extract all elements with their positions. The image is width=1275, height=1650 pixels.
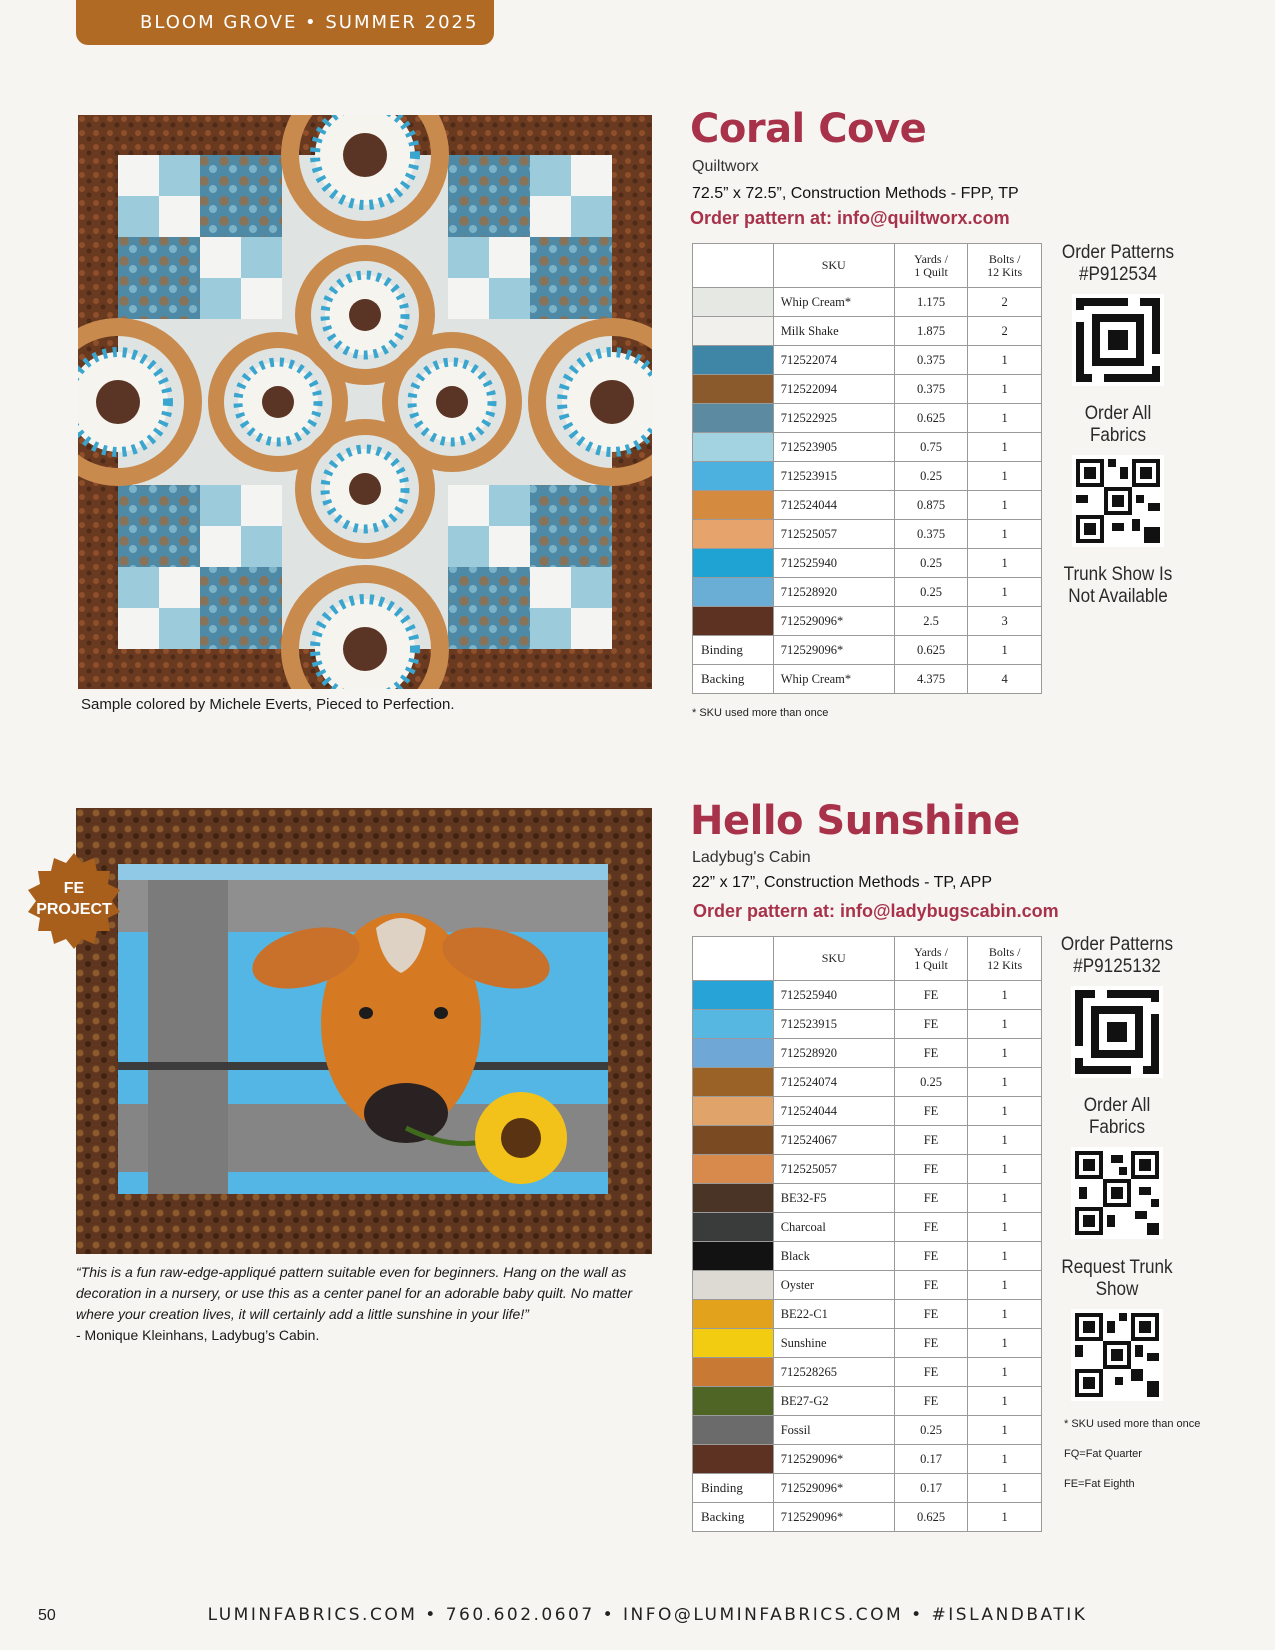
sku-cell: Whip Cream* (773, 288, 894, 317)
table-row (693, 1068, 1042, 1097)
yards-cell: FE (894, 1358, 968, 1387)
sku-cell: 712528920 (773, 578, 894, 607)
yards-cell: 0.17 (894, 1474, 968, 1503)
swatch-chip (693, 462, 773, 490)
coral-cove-title: Coral Cove (690, 106, 927, 152)
swatch-chip (693, 1271, 773, 1299)
yards-cell: 4.375 (894, 665, 968, 694)
sku-cell: 712524067 (773, 1126, 894, 1155)
bolts-cell: 1 (968, 1358, 1042, 1387)
swatch-chip (693, 1068, 773, 1096)
coral-cove-quilt-graphic (78, 115, 652, 689)
yards-cell: 0.25 (894, 549, 968, 578)
bolts-cell: 3 (968, 607, 1042, 636)
bolts-cell: 4 (968, 665, 1042, 694)
sku-cell: Black (773, 1242, 894, 1271)
bolts-cell: 1 (968, 1097, 1042, 1126)
swatch-chip (693, 1097, 773, 1125)
table-row (693, 1329, 1042, 1358)
yards-cell: 1.875 (894, 317, 968, 346)
table-row (693, 288, 1042, 317)
swatch-chip (693, 981, 773, 1009)
swatch-chip (693, 1213, 773, 1241)
sku-cell: 712525057 (773, 1155, 894, 1184)
table-row (693, 1126, 1042, 1155)
sku-cell: BE27-G2 (773, 1387, 894, 1416)
table-row (693, 981, 1042, 1010)
fabric-swatch (693, 346, 774, 375)
bolts-cell: 1 (968, 1242, 1042, 1271)
coral-cove-designer: Quiltworx (692, 158, 759, 175)
fabric-swatch (693, 1329, 774, 1358)
table-row (693, 636, 1042, 665)
header-tab-text: BLOOM GROVE • SUMMER 2025 (140, 12, 479, 33)
sku-cell: 712528265 (773, 1358, 894, 1387)
swatch-header (693, 937, 774, 981)
yards-cell: 0.625 (894, 404, 968, 433)
bolts-cell: 1 (968, 549, 1042, 578)
row-label: Backing (693, 1503, 774, 1532)
hello-sunshine-designer: Ladybug's Cabin (692, 849, 811, 866)
sun-order-all-label: Order All Fabrics (1083, 1095, 1151, 1138)
table-row (693, 1445, 1042, 1474)
sku-cell: Milk Shake (773, 317, 894, 346)
sku-cell: 712528920 (773, 1039, 894, 1068)
bolts-cell: 1 (968, 1068, 1042, 1097)
sku-cell: 712529096* (773, 607, 894, 636)
table-row (693, 1300, 1042, 1329)
sku-cell: Charcoal (773, 1213, 894, 1242)
fabric-swatch (693, 491, 774, 520)
bolts-cell: 1 (968, 375, 1042, 404)
swatch-chip (693, 1242, 773, 1270)
bolts-cell: 1 (968, 1126, 1042, 1155)
coral-cove-fabric-table (692, 243, 1042, 694)
yards-cell: FE (894, 1184, 968, 1213)
yards-header: Yards / 1 Quilt (894, 937, 968, 981)
fabric-swatch (693, 462, 774, 491)
yards-cell: 0.75 (894, 433, 968, 462)
swatch-chip (693, 1126, 773, 1154)
sku-cell: 712525940 (773, 549, 894, 578)
yards-cell: FE (894, 1213, 968, 1242)
fabric-swatch (693, 1300, 774, 1329)
sun-order-all-qr[interactable] (1071, 1147, 1163, 1239)
sun-order-patterns-qr[interactable] (1071, 986, 1163, 1078)
fe-project-badge: FE PROJECT (36, 880, 112, 918)
bolts-cell: 1 (968, 1329, 1042, 1358)
bolts-cell: 1 (968, 1474, 1042, 1503)
fabric-swatch (693, 1358, 774, 1387)
yards-cell: FE (894, 1242, 968, 1271)
yards-cell: FE (894, 1039, 968, 1068)
sku-cell: 712522094 (773, 375, 894, 404)
table-row (693, 1010, 1042, 1039)
sku-cell: Sunshine (773, 1329, 894, 1358)
swatch-header (693, 244, 774, 288)
yards-cell: 0.25 (894, 462, 968, 491)
sku-header: SKU (773, 937, 894, 981)
swatch-chip (693, 1445, 773, 1473)
table-row (693, 1271, 1042, 1300)
sku-cell: 712523915 (773, 462, 894, 491)
sku-cell: 712522074 (773, 346, 894, 375)
fabric-swatch (693, 1126, 774, 1155)
fabric-swatch (693, 375, 774, 404)
table-row (693, 491, 1042, 520)
bolts-cell: 1 (968, 1445, 1042, 1474)
yards-cell: FE (894, 1300, 968, 1329)
swatch-chip (693, 404, 773, 432)
bolts-cell: 1 (968, 1010, 1042, 1039)
bolts-cell: 1 (968, 1416, 1042, 1445)
bolts-cell: 1 (968, 491, 1042, 520)
yards-cell: 0.17 (894, 1445, 968, 1474)
swatch-chip (693, 317, 773, 345)
yards-cell: 0.625 (894, 636, 968, 665)
bolts-cell: 1 (968, 578, 1042, 607)
bolts-cell: 1 (968, 462, 1042, 491)
coral-order-all-qr[interactable] (1072, 455, 1164, 547)
swatch-chip (693, 607, 773, 635)
fabric-swatch (693, 1068, 774, 1097)
bolts-cell: 1 (968, 636, 1042, 665)
sku-cell: 712524044 (773, 1097, 894, 1126)
table-row (693, 1503, 1042, 1532)
sku-cell: 712529096* (773, 1503, 894, 1532)
bolts-cell: 1 (968, 1184, 1042, 1213)
sun-note-fq: FQ=Fat Quarter (1064, 1448, 1142, 1460)
sun-note-fe: FE=Fat Eighth (1064, 1478, 1135, 1490)
table-row (693, 665, 1042, 694)
sku-cell: 712525940 (773, 981, 894, 1010)
fabric-swatch (693, 1242, 774, 1271)
yards-cell: 0.625 (894, 1503, 968, 1532)
sku-cell: 712523905 (773, 433, 894, 462)
bolts-header: Bolts / 12 Kits (968, 244, 1042, 288)
swatch-chip (693, 1329, 773, 1357)
table-row (693, 1358, 1042, 1387)
page-number: 50 (38, 1607, 56, 1624)
table-row (693, 404, 1042, 433)
yards-cell: FE (894, 981, 968, 1010)
table-row (693, 317, 1042, 346)
table-row (693, 1184, 1042, 1213)
table-row (693, 375, 1042, 404)
fabric-swatch (693, 520, 774, 549)
coral-cove-footnote: * SKU used more than once (692, 707, 829, 719)
coral-order-all-label: Order All Fabrics (1084, 403, 1152, 446)
row-label: Backing (693, 665, 774, 694)
swatch-chip (693, 288, 773, 316)
swatch-chip (693, 491, 773, 519)
hello-sunshine-title: Hello Sunshine (690, 798, 1020, 844)
fabric-swatch (693, 1010, 774, 1039)
table-row (693, 549, 1042, 578)
coral-trunk-show-label: Trunk Show Is Not Available (1063, 564, 1173, 607)
swatch-chip (693, 1358, 773, 1386)
coral-cove-quilt-image (78, 115, 652, 689)
hello-sunshine-dimensions: 22” x 17”, Construction Methods - TP, APP (692, 874, 992, 891)
yards-cell: FE (894, 1010, 968, 1039)
bolts-cell: 1 (968, 433, 1042, 462)
swatch-chip (693, 1010, 773, 1038)
bolts-header: Bolts / 12 Kits (968, 937, 1042, 981)
yards-cell: FE (894, 1329, 968, 1358)
swatch-chip (693, 375, 773, 403)
yards-cell: 0.375 (894, 346, 968, 375)
bolts-cell: 1 (968, 1300, 1042, 1329)
yards-cell: FE (894, 1097, 968, 1126)
sku-cell: Fossil (773, 1416, 894, 1445)
swatch-chip (693, 520, 773, 548)
bolts-cell: 2 (968, 317, 1042, 346)
yards-cell: 0.375 (894, 375, 968, 404)
sun-order-patterns-label: Order Patterns #P9125132 (1060, 934, 1174, 977)
coral-order-patterns-label: Order Patterns #P912534 (1061, 242, 1175, 285)
sku-header: SKU (773, 244, 894, 288)
bolts-cell: 1 (968, 1271, 1042, 1300)
yards-cell: 0.375 (894, 520, 968, 549)
fabric-swatch (693, 1416, 774, 1445)
table-row (693, 433, 1042, 462)
fabric-swatch (693, 1271, 774, 1300)
hello-sunshine-quote: “This is a fun raw-edge-appliqué pattern suitable even for beginners. Hang on the wall as decoration in a nursery, or use this as a center panel for an adorable baby quilt. No matter where your creation lives, it will certainly add a little sunshine in your life!” - Monique Kleinhans, Ladybug’s Cabin. (76, 1264, 633, 1343)
row-label: Binding (693, 636, 774, 665)
header-tab (76, 0, 494, 45)
yards-cell: FE (894, 1387, 968, 1416)
fabric-swatch (693, 433, 774, 462)
fabric-swatch (693, 1155, 774, 1184)
fabric-swatch (693, 288, 774, 317)
yards-cell: 2.5 (894, 607, 968, 636)
fabric-swatch (693, 1097, 774, 1126)
hello-sunshine-quilt-graphic (76, 808, 652, 1254)
row-label: Binding (693, 1474, 774, 1503)
bolts-cell: 1 (968, 1039, 1042, 1068)
yards-cell: 1.175 (894, 288, 968, 317)
table-row (693, 462, 1042, 491)
bolts-cell: 1 (968, 1213, 1042, 1242)
sku-cell: 712529096* (773, 1445, 894, 1474)
hello-sunshine-order-link[interactable]: Order pattern at: info@ladybugscabin.com (693, 901, 1059, 921)
sku-cell: 712529096* (773, 636, 894, 665)
fabric-swatch (693, 1039, 774, 1068)
coral-cove-dimensions: 72.5” x 72.5”, Construction Methods - FPP, TP (692, 185, 1019, 202)
table-row (693, 1039, 1042, 1068)
sku-cell: 712524074 (773, 1068, 894, 1097)
swatch-chip (693, 549, 773, 577)
sku-cell: Whip Cream* (773, 665, 894, 694)
bolts-cell: 1 (968, 1503, 1042, 1532)
sun-request-trunk-qr[interactable] (1071, 1309, 1163, 1401)
table-row (693, 578, 1042, 607)
bolts-cell: 1 (968, 1387, 1042, 1416)
swatch-chip (693, 1155, 773, 1183)
coral-cove-order-link[interactable]: Order pattern at: info@quiltworx.com (690, 208, 1010, 228)
swatch-chip (693, 1039, 773, 1067)
swatch-chip (693, 346, 773, 374)
fabric-swatch (693, 981, 774, 1010)
yards-header: Yards / 1 Quilt (894, 244, 968, 288)
yards-cell: FE (894, 1126, 968, 1155)
sun-request-trunk-label: Request Trunk Show (1061, 1257, 1173, 1300)
sku-cell: BE22-C1 (773, 1300, 894, 1329)
sku-cell: BE32-F5 (773, 1184, 894, 1213)
table-row (693, 1474, 1042, 1503)
footer-contact: LUMINFABRICS.COM • 760.602.0607 • INFO@LUMINFABRICS.COM • #ISLANDBATIK (207, 1605, 1088, 1625)
fabric-swatch (693, 317, 774, 346)
fabric-swatch (693, 1213, 774, 1242)
sku-cell: Oyster (773, 1271, 894, 1300)
bolts-cell: 1 (968, 346, 1042, 375)
swatch-chip (693, 1387, 773, 1415)
sunflower (475, 1092, 567, 1184)
bolts-cell: 1 (968, 1155, 1042, 1184)
fabric-swatch (693, 607, 774, 636)
sun-note-sku: * SKU used more than once (1064, 1418, 1201, 1430)
fabric-swatch (693, 549, 774, 578)
hello-sunshine-quilt-image (76, 808, 652, 1254)
swatch-chip (693, 578, 773, 606)
coral-order-patterns-qr[interactable] (1072, 294, 1164, 386)
sku-cell: 712524044 (773, 491, 894, 520)
bolts-cell: 1 (968, 981, 1042, 1010)
yards-cell: FE (894, 1155, 968, 1184)
bolts-cell: 2 (968, 288, 1042, 317)
table-row (693, 1387, 1042, 1416)
table-row (693, 607, 1042, 636)
swatch-chip (693, 433, 773, 461)
sku-cell: 712523915 (773, 1010, 894, 1039)
table-row (693, 1155, 1042, 1184)
table-row (693, 1242, 1042, 1271)
sku-cell: 712525057 (773, 520, 894, 549)
fabric-swatch (693, 404, 774, 433)
fabric-swatch (693, 1387, 774, 1416)
table-row (693, 520, 1042, 549)
swatch-chip (693, 1416, 773, 1444)
swatch-chip (693, 1184, 773, 1212)
yards-cell: 0.25 (894, 578, 968, 607)
sku-cell: 712529096* (773, 1474, 894, 1503)
yards-cell: 0.25 (894, 1416, 968, 1445)
bolts-cell: 1 (968, 404, 1042, 433)
table-row (693, 1213, 1042, 1242)
hello-sunshine-fabric-table (692, 936, 1042, 1532)
table-row (693, 1416, 1042, 1445)
fabric-swatch (693, 578, 774, 607)
yards-cell: FE (894, 1271, 968, 1300)
swatch-chip (693, 1300, 773, 1328)
table-row (693, 1097, 1042, 1126)
table-row (693, 346, 1042, 375)
sku-cell: 712522925 (773, 404, 894, 433)
coral-cove-caption: Sample colored by Michele Everts, Pieced to Perfection. (81, 696, 455, 713)
fabric-swatch (693, 1445, 774, 1474)
bolts-cell: 1 (968, 520, 1042, 549)
yards-cell: 0.25 (894, 1068, 968, 1097)
yards-cell: 0.875 (894, 491, 968, 520)
hello-sunshine-quote-author: - Monique Kleinhans, Ladybug’s Cabin. (76, 1327, 320, 1343)
fabric-swatch (693, 1184, 774, 1213)
